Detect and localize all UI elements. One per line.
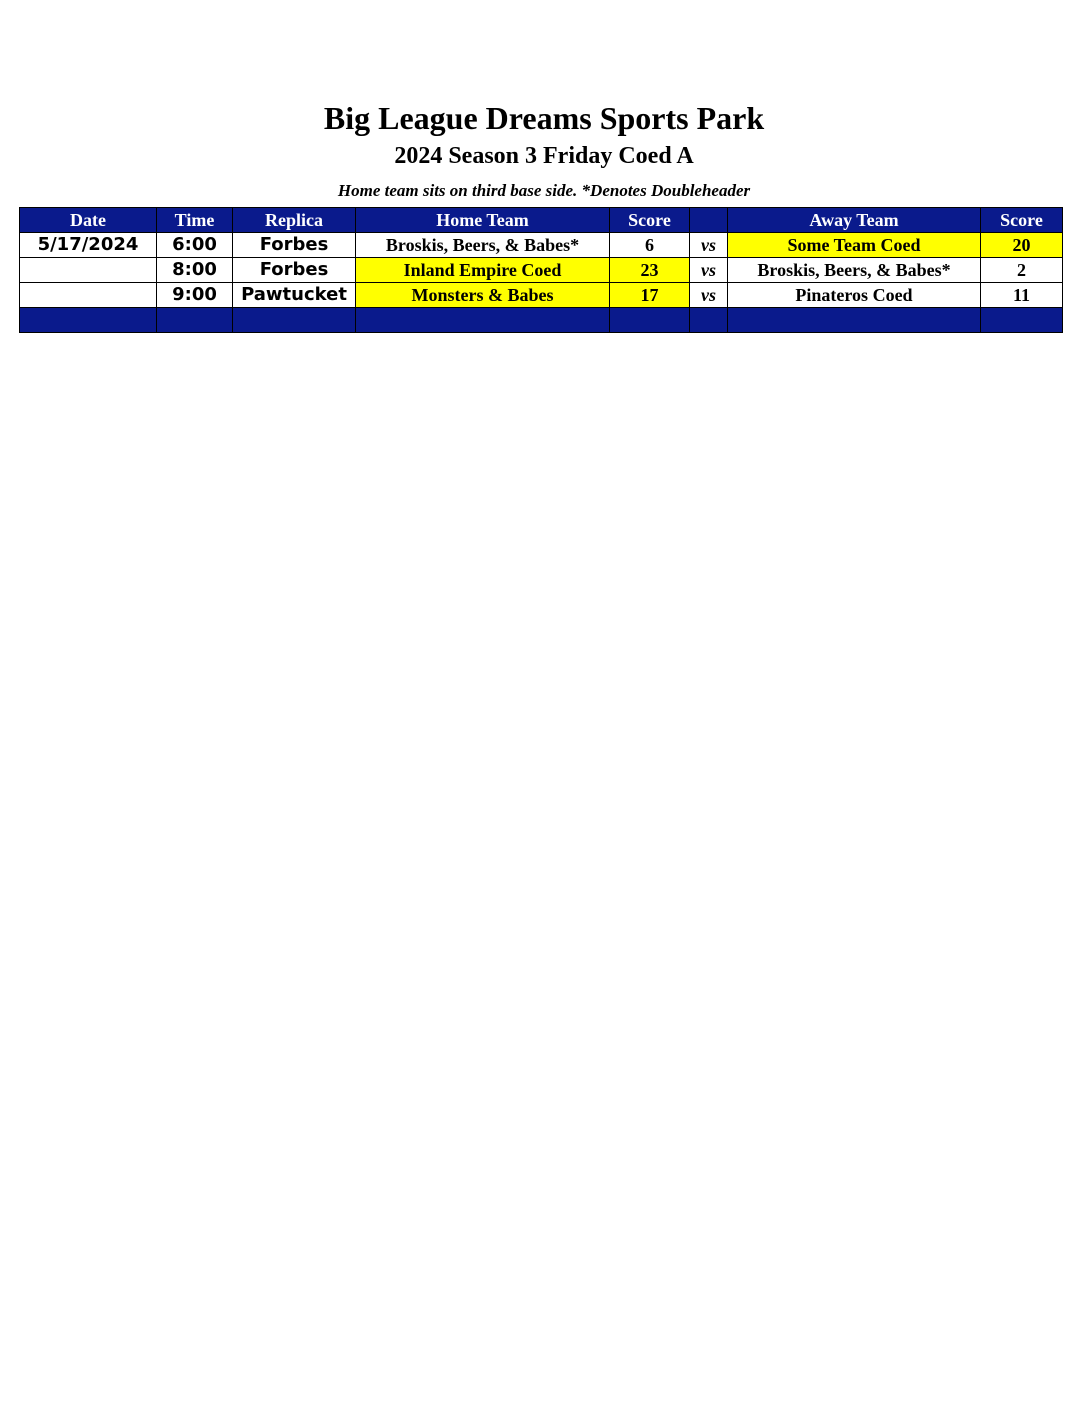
home-score-cell: 17 bbox=[610, 283, 690, 308]
header-home-score: Score bbox=[610, 208, 690, 233]
replica-cell: Pawtucket bbox=[233, 283, 356, 308]
page-title: Big League Dreams Sports Park bbox=[323, 100, 765, 136]
away-team-cell: Broskis, Beers, & Babes* bbox=[728, 258, 981, 283]
header-away-score: Score bbox=[981, 208, 1063, 233]
away-team-cell: Some Team Coed bbox=[728, 233, 981, 258]
away-score-cell: 2 bbox=[981, 258, 1063, 283]
header-home-team: Home Team bbox=[356, 208, 610, 233]
header-time: Time bbox=[157, 208, 233, 233]
vs-cell: vs bbox=[690, 283, 728, 308]
home-score-cell: 6 bbox=[610, 233, 690, 258]
footer-cell bbox=[690, 308, 728, 333]
date-cell bbox=[20, 258, 157, 283]
home-team-cell: Inland Empire Coed bbox=[356, 258, 610, 283]
table-footer-row bbox=[20, 308, 1063, 333]
time-cell: 6:00 bbox=[157, 233, 233, 258]
replica-cell: Forbes bbox=[233, 258, 356, 283]
away-score-cell: 20 bbox=[981, 233, 1063, 258]
table-header-row bbox=[20, 208, 1063, 233]
header-vs bbox=[690, 208, 728, 233]
table-row bbox=[20, 258, 1063, 283]
header-away-team: Away Team bbox=[728, 208, 981, 233]
date-cell bbox=[20, 283, 157, 308]
footer-cell bbox=[233, 308, 356, 333]
time-cell: 8:00 bbox=[157, 258, 233, 283]
footer-cell bbox=[981, 308, 1063, 333]
home-score-cell: 23 bbox=[610, 258, 690, 283]
page-subtitle: 2024 Season 3 Friday Coed A bbox=[394, 143, 694, 169]
table-row bbox=[20, 283, 1063, 308]
footer-cell bbox=[20, 308, 157, 333]
doubleheader-note: Home team sits on third base side. *Denotes Doubleheader bbox=[337, 181, 751, 200]
header-date: Date bbox=[20, 208, 157, 233]
footer-cell bbox=[157, 308, 233, 333]
footer-cell bbox=[610, 308, 690, 333]
replica-cell: Forbes bbox=[233, 233, 356, 258]
home-team-cell: Broskis, Beers, & Babes* bbox=[356, 233, 610, 258]
footer-cell bbox=[356, 308, 610, 333]
header-replica: Replica bbox=[233, 208, 356, 233]
vs-cell: vs bbox=[690, 258, 728, 283]
vs-cell: vs bbox=[690, 233, 728, 258]
away-score-cell: 11 bbox=[981, 283, 1063, 308]
schedule-table bbox=[19, 207, 1063, 333]
home-team-cell: Monsters & Babes bbox=[356, 283, 610, 308]
footer-cell bbox=[728, 308, 981, 333]
table-row bbox=[20, 233, 1063, 258]
date-cell: 5/17/2024 bbox=[20, 233, 157, 258]
away-team-cell: Pinateros Coed bbox=[728, 283, 981, 308]
time-cell: 9:00 bbox=[157, 283, 233, 308]
